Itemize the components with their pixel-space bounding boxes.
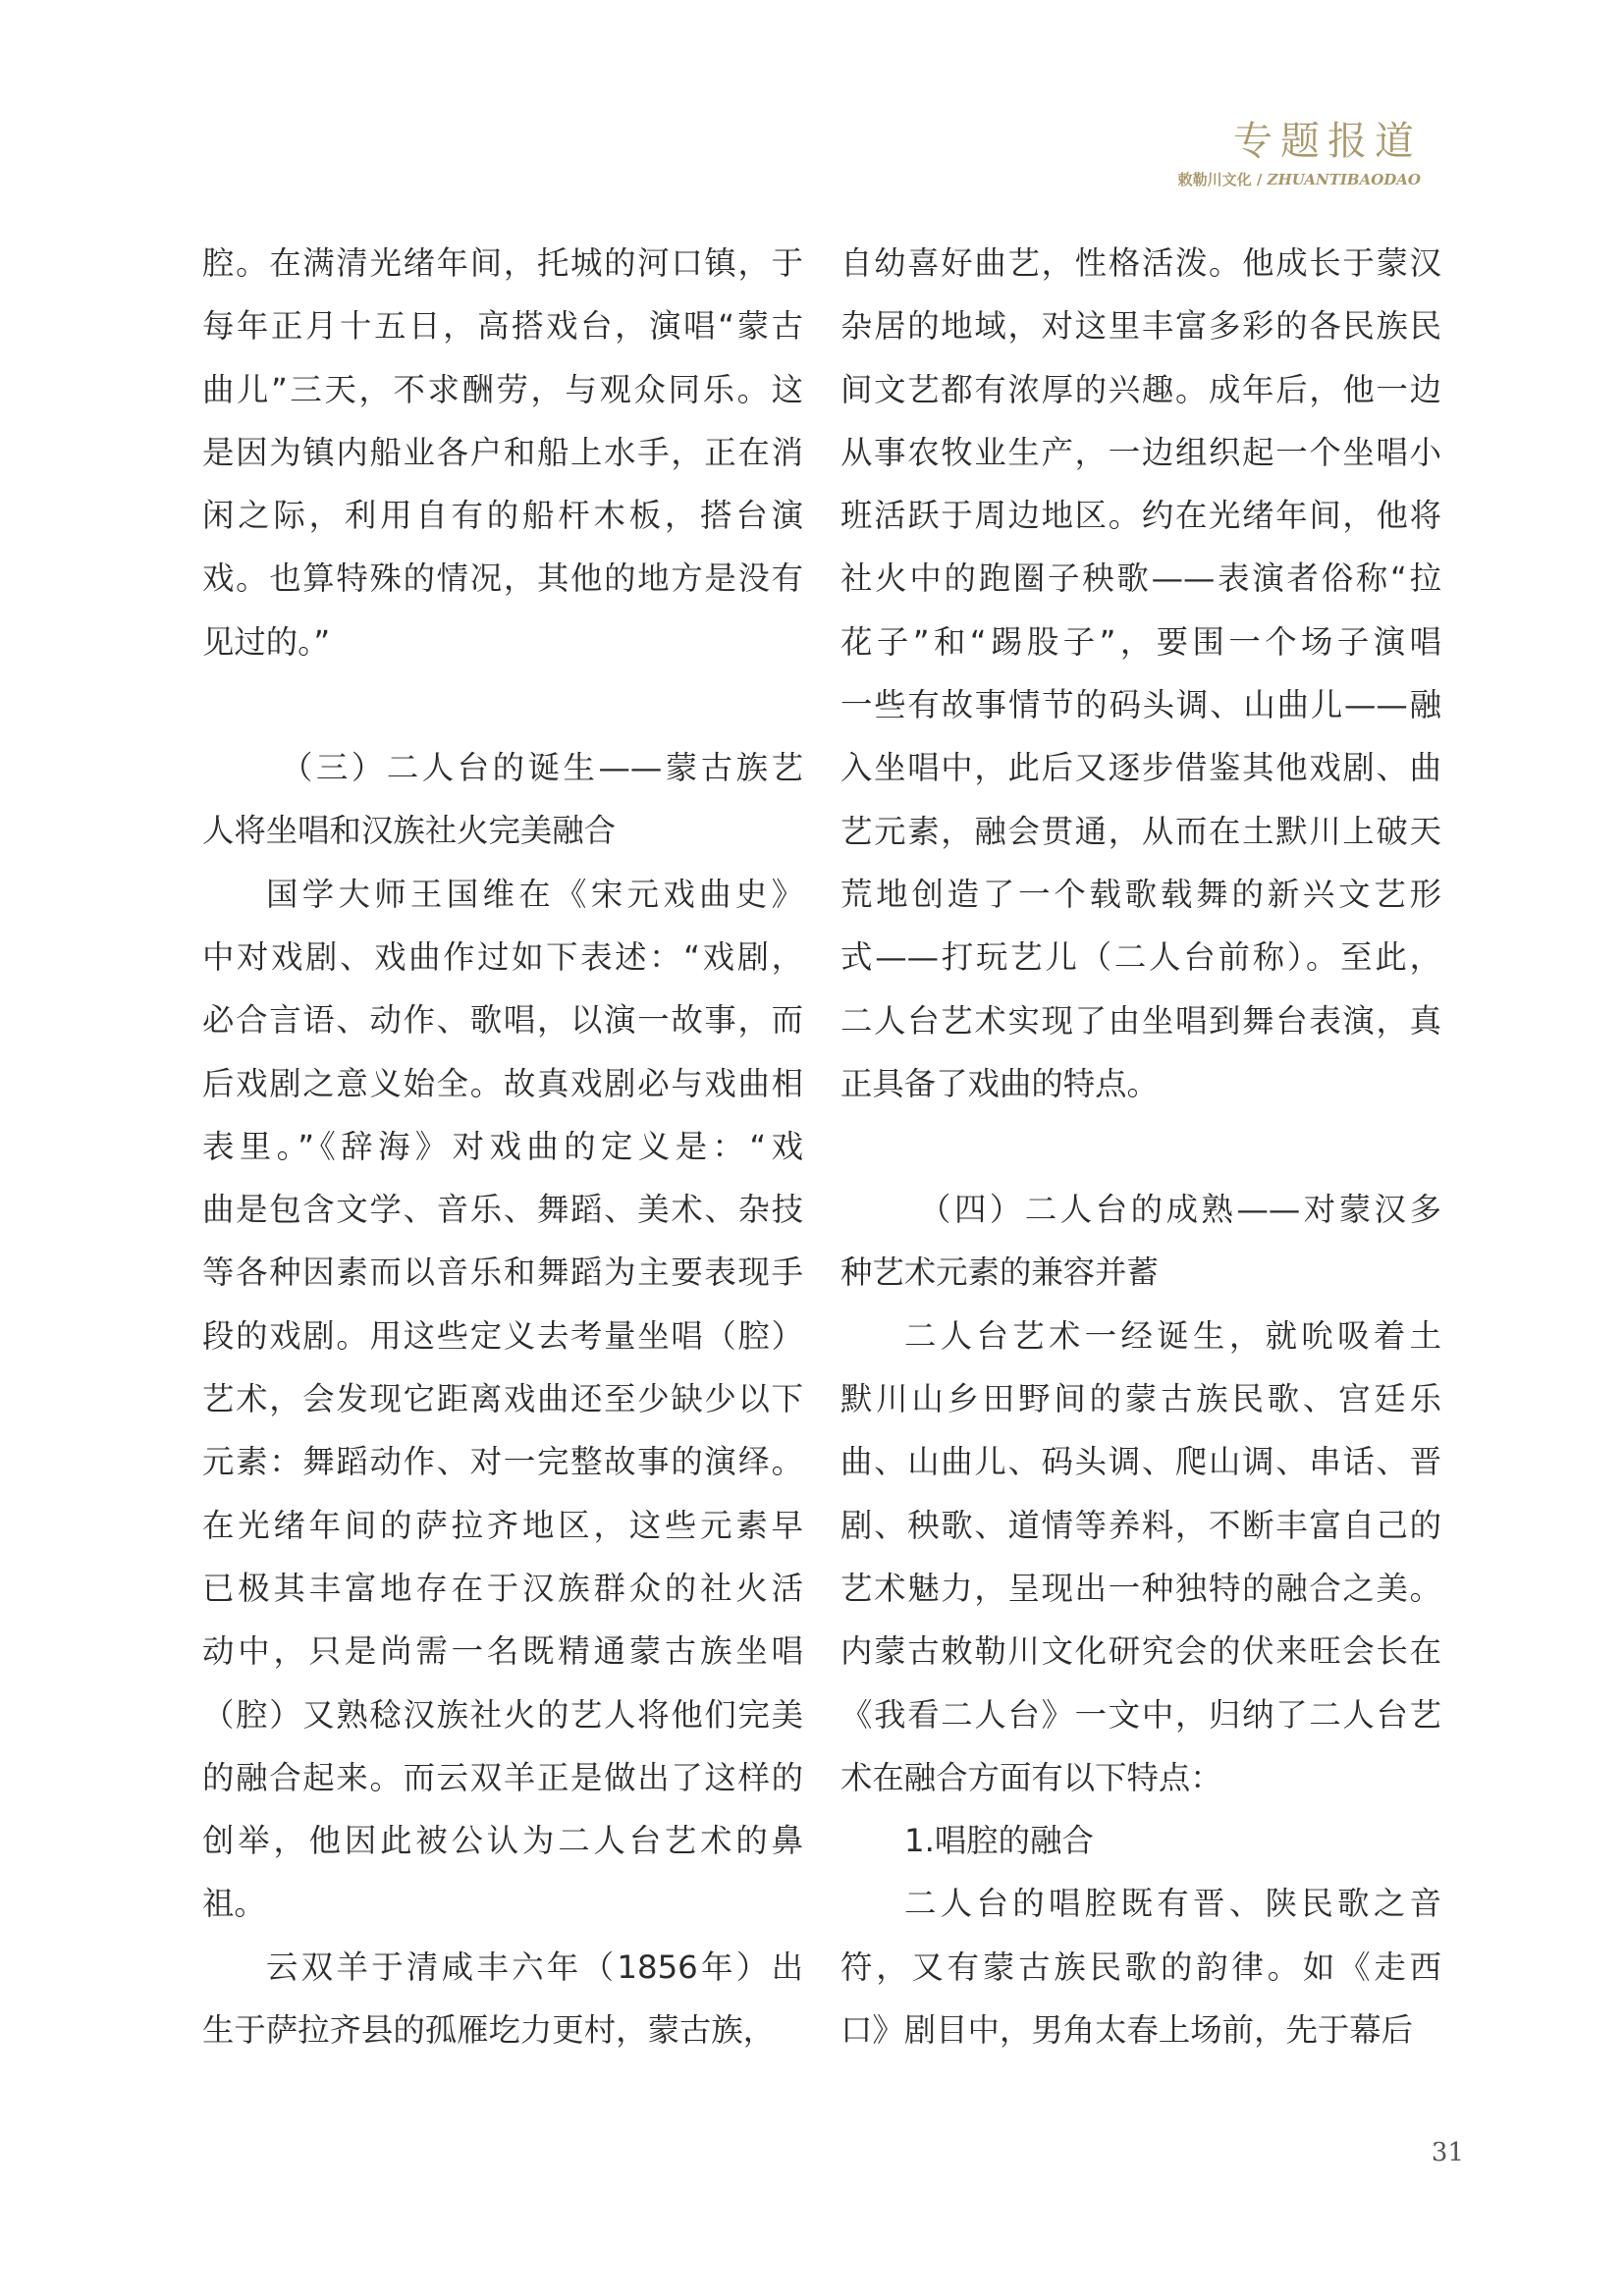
text-line: （四）二人台的成熟——对蒙汉多 [919,1191,1441,1229]
text-line: 一些有故事情节的码头调、山曲儿——融 [840,686,1441,724]
text-line: （三）二人台的诞生——蒙古族艺 [281,749,803,787]
text-line: 见过的。” [202,622,331,661]
paragraph [840,1872,1441,2061]
text-line: 等各种因素而以音乐和舞蹈为主要表现手 [202,1254,803,1292]
text-line: 班活跃于周边地区。约在光绪年间，他将 [840,497,1441,535]
text-line: 社火中的跑圈子秧歌——表演者俗称“拉 [840,560,1441,598]
text-line: 自幼喜好曲艺，性格活泼。他成长于蒙汉 [840,244,1441,282]
paragraph [840,1305,1441,1809]
text-line: 1.唱腔的融合 [904,1822,1094,1860]
text-line: 术在融合方面有以下特点： [840,1758,1222,1796]
text-line: 腔。在满清光绪年间，托城的河口镇，于 [202,244,803,282]
text-line: 剧、秧歌、道情等养料，不断丰富自己的 [840,1506,1441,1544]
text-line: 二人台艺术实现了由坐唱到舞台表演，真 [840,1001,1441,1040]
text-line: （腔）又熟稔汉族社火的艺人将他们完美 [202,1695,803,1734]
text-line: 杂居的地域，对这里丰富多彩的各民族民 [840,307,1441,346]
text-line: 正具备了戏曲的特点。 [840,1064,1159,1102]
text-line: 艺元素，融会贯通，从而在土默川上破天 [840,812,1441,850]
text-line: 闲之际，利用自有的船杆木板，搭台演 [202,497,803,535]
text-line: 花子”和“踢股子”，要围一个场子演唱 [840,622,1441,661]
text-line: 入坐唱中，此后又逐步借鉴其他戏剧、曲 [840,749,1441,787]
text-line: 默川山乡田野间的蒙古族民歌、宫廷乐 [840,1380,1441,1418]
text-line: 二人台艺术一经诞生，就吮吸着土 [904,1316,1441,1355]
paragraph-gap [840,1115,1441,1178]
paragraph [840,1809,1441,1872]
paragraph [202,863,803,1936]
subsection-heading [840,1178,1441,1305]
text-line: 祖。 [202,1885,266,1923]
right-column [840,232,1441,2061]
page-number: 31 [1431,2138,1464,2167]
text-line: 曲、山曲儿、码头调、爬山调、串话、晋 [840,1443,1441,1481]
text-line: 艺术魅力，呈现出一种独特的融合之美。 [840,1569,1441,1607]
text-line: 二人台的唱腔既有晋、陕民歌之音 [904,1885,1441,1923]
text-line: 段的戏剧。用这些定义去考量坐唱（腔） [202,1316,803,1355]
paragraph-gap [202,673,803,736]
text-line: 戏。也算特殊的情况，其他的地方是没有 [202,560,803,598]
text-line: 国学大师王国维在《宋元戏曲史》 [266,875,803,913]
subtitle-cn: 敕勒川文化 [1177,171,1252,188]
paragraph [840,232,1441,1115]
left-column [202,232,803,2061]
text-line: 是因为镇内船业各户和船上水手，正在消 [202,433,803,471]
section-subtitle [1178,169,1421,189]
text-line: 元素：舞蹈动作、对一完整故事的演绎。 [202,1443,803,1481]
text-line: 必合言语、动作、歌唱，以演一故事，而 [202,1001,803,1040]
text-line: 《我看二人台》一文中，归纳了二人台艺 [840,1695,1441,1734]
subtitle-en: ZHUANTIBAODAO [1267,171,1421,188]
text-line: 每年正月十五日，高搭戏台，演唱“蒙古 [202,307,803,346]
text-line: 从事农牧业生产，一边组织起一个坐唱小 [840,433,1441,471]
text-line: 口》剧目中，男角太春上场前，先于幕后 [840,2011,1414,2050]
text-line: 云双羊于清咸丰六年（1856年）出 [266,1948,803,1986]
text-line: 的融合起来。而云双羊正是做出了这样的 [202,1758,803,1796]
text-line: 动中，只是尚需一名既精通蒙古族坐唱 [202,1632,803,1671]
text-line: 后戏剧之意义始全。故真戏剧必与戏曲相 [202,1064,803,1102]
text-line: 荒地创造了一个载歌载舞的新兴文艺形 [840,875,1441,913]
subtitle-separator: / [1251,171,1268,188]
text-line: 曲儿”三天，不求酬劳，与观众同乐。这 [202,370,803,408]
text-line: 符，又有蒙古族民歌的韵律。如《走西 [840,1948,1441,1986]
subsection-heading [202,736,803,863]
text-line: 内蒙古敕勒川文化研究会的伏来旺会长在 [840,1632,1441,1671]
text-line: 创举，他因此被公认为二人台艺术的鼻 [202,1822,803,1860]
text-line: 艺术，会发现它距离戏曲还至少缺少以下 [202,1380,803,1418]
text-line: 生于萨拉齐县的孤雁圪力更村，蒙古族， [202,2011,776,2050]
paragraph [202,1936,803,2062]
paragraph [202,232,803,673]
text-line: 曲是包含文学、音乐、舞蹈、美术、杂技 [202,1191,803,1229]
text-line: 在光绪年间的萨拉齐地区，这些元素早 [202,1506,803,1544]
text-line: 种艺术元素的兼容并蓄 [840,1254,1159,1292]
text-line: 表里。”《辞海》对戏曲的定义是：“戏 [202,1127,803,1165]
text-line: 间文艺都有浓厚的兴趣。成年后，他一边 [840,370,1441,408]
text-line: 中对戏剧、戏曲作过如下表述：“戏剧， [202,937,803,976]
text-line: 式——打玩艺儿（二人台前称）。至此， [840,938,1441,977]
text-line: 人将坐唱和汉族社火完美融合 [202,812,617,850]
section-title: 专题报道 [1233,119,1422,164]
text-line: 已极其丰富地存在于汉族群众的社火活 [202,1569,803,1607]
